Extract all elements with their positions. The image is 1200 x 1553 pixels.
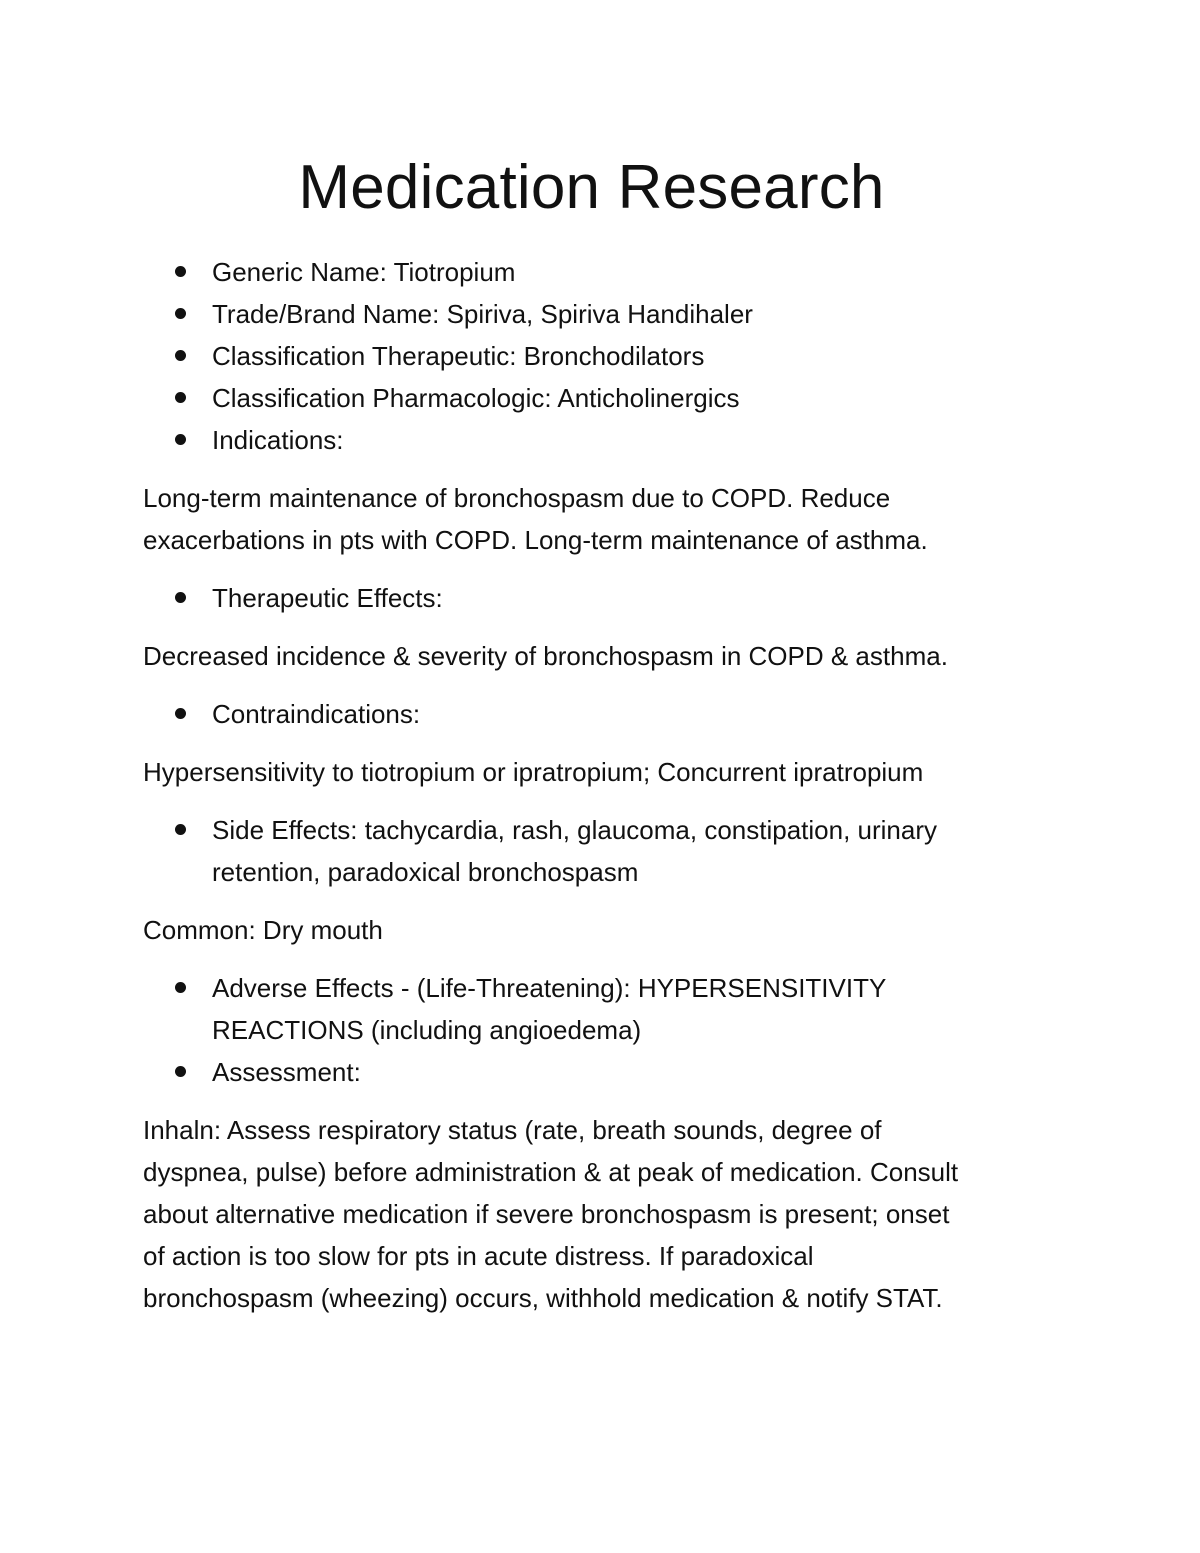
- generic-name-text: Generic Name: Tiotropium: [212, 257, 516, 287]
- assessment-heading: Assessment:: [212, 1057, 361, 1087]
- list-item-adverse-effects: [143, 967, 1073, 1051]
- page-title: Medication Research: [298, 153, 885, 222]
- contraindications-paragraph: Hypersensitivity to tiotropium or ipratropium; Concurrent ipratropium: [143, 757, 924, 787]
- list-item-therapeutic-effects: [143, 577, 1073, 619]
- drug-info-list: [143, 251, 1073, 461]
- side-effects-list: [143, 809, 1073, 893]
- list-item-class-pharmacologic: [143, 377, 1073, 419]
- assessment-paragraph: [143, 1109, 1073, 1319]
- indications-paragraph: [143, 477, 1073, 561]
- assessment-line: bronchospasm (wheezing) occurs, withhold medication & notify STAT.: [143, 1283, 943, 1313]
- bullet-icon: [175, 434, 186, 445]
- contraindications-list: [143, 693, 1073, 735]
- bullet-icon: [175, 824, 186, 835]
- trade-name-text: Trade/Brand Name: Spiriva, Spiriva Handihaler: [212, 299, 753, 329]
- contraindications-heading: Contraindications:: [212, 699, 421, 729]
- bullet-icon: [175, 266, 186, 277]
- therapeutic-effects-paragraph: Decreased incidence & severity of bronchospasm in COPD & asthma.: [143, 641, 948, 671]
- indications-line: Long-term maintenance of bronchospasm due to COPD. Reduce: [143, 483, 891, 513]
- assessment-line: Inhaln: Assess respiratory status (rate, breath sounds, degree of: [143, 1115, 882, 1145]
- indications-line: exacerbations in pts with COPD. Long-term maintenance of asthma.: [143, 525, 928, 555]
- indications-heading: Indications:: [212, 425, 344, 455]
- assessment-line: dyspnea, pulse) before administration & at peak of medication. Consult: [143, 1157, 959, 1187]
- bullet-icon: [175, 982, 186, 993]
- adverse-assessment-list: [143, 967, 1073, 1093]
- list-item-contraindications: [143, 693, 1073, 735]
- assessment-line: of action is too slow for pts in acute distress. If paradoxical: [143, 1241, 814, 1271]
- list-item-class-therapeutic: [143, 335, 1073, 377]
- list-item-side-effects: [143, 809, 1073, 893]
- therapeutic-effects-heading: Therapeutic Effects:: [212, 583, 443, 613]
- class-therapeutic-text: Classification Therapeutic: Bronchodilators: [212, 341, 705, 371]
- adverse-effects-line: REACTIONS (including angioedema): [212, 1015, 642, 1045]
- bullet-icon: [175, 708, 186, 719]
- class-pharmacologic-text: Classification Pharmacologic: Anticholinergics: [212, 383, 740, 413]
- side-effects-line: retention, paradoxical bronchospasm: [212, 857, 639, 887]
- list-item-indications: [143, 419, 1073, 461]
- common-side-effects: Common: Dry mouth: [143, 915, 383, 945]
- assessment-line: about alternative medication if severe bronchospasm is present; onset: [143, 1199, 950, 1229]
- bullet-icon: [175, 392, 186, 403]
- bullet-icon: [175, 592, 186, 603]
- list-item-generic-name: [143, 251, 1073, 293]
- therapeutic-effects-list: [143, 577, 1073, 619]
- bullet-icon: [175, 308, 186, 319]
- adverse-effects-line: Adverse Effects - (Life-Threatening): HYPERSENSITIVITY: [212, 973, 887, 1003]
- bullet-icon: [175, 350, 186, 361]
- list-item-trade-name: [143, 293, 1073, 335]
- bullet-icon: [175, 1066, 186, 1077]
- list-item-assessment: [143, 1051, 1073, 1093]
- document-body: [143, 251, 1073, 1319]
- side-effects-line: Side Effects: tachycardia, rash, glaucoma, constipation, urinary: [212, 815, 938, 845]
